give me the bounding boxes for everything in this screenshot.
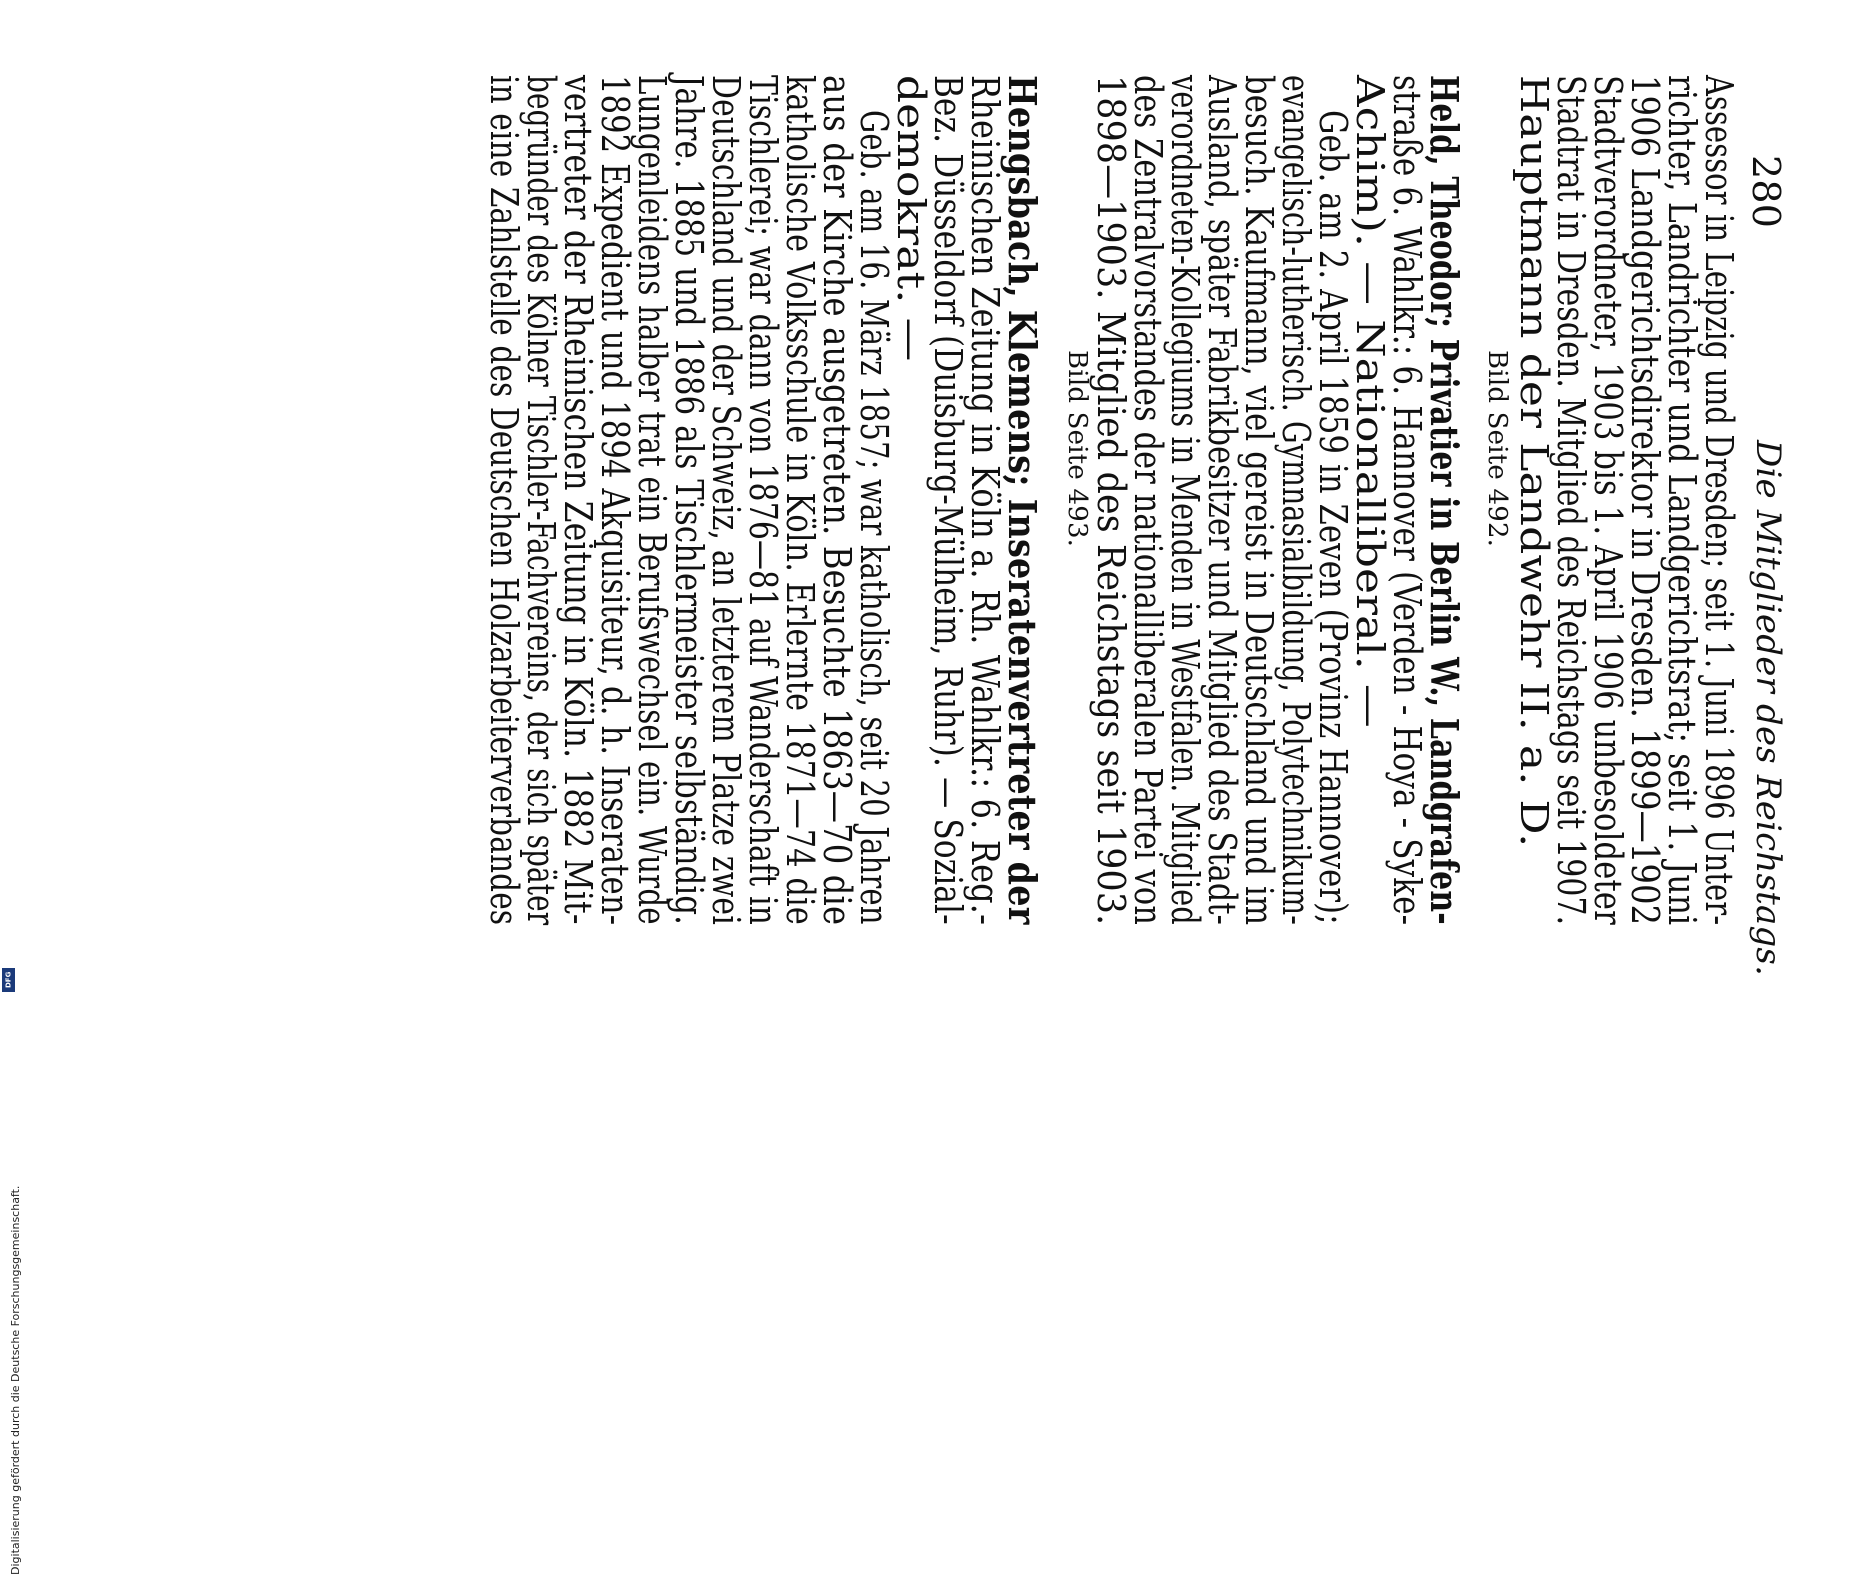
entry-3-line-4: demokrat. — <box>889 75 933 362</box>
entry-2-line-8: verordneten-Kollegiums in Menden in Westfalen. Mitglied <box>1163 75 1207 925</box>
entry-3-line-5: Geb. am 16. März 1857; war katholisch, seit 20 Jahren <box>852 110 896 925</box>
entry-2-line-5: evangelisch-lutherisch. Gymnasialbildung, Polytechnikum- <box>1274 75 1318 925</box>
page-number: 280 <box>1744 155 1788 229</box>
entry-1-line-2: richter, Landrichter und Landgerichtsrat; seit 1. Juni <box>1660 75 1704 926</box>
dfg-logo: DFG <box>2 968 15 992</box>
entry-2-line-3: Achim). — Nationalliberal. — <box>1348 75 1392 728</box>
entry-3-line-13: vertreter der Rheinischen Zeitung in Köln. 1882 Mit- <box>556 75 600 925</box>
entry-1-line-1: Assessor in Leipzig und Dresden; seit 1. Juni 1896 Unter- <box>1697 75 1741 926</box>
digitization-credit <box>0 600 22 1575</box>
entry-3-line-10: Jahre. 1885 und 1886 als Tischlermeister selbständig. <box>667 75 711 926</box>
entry-2-line-10: 1898—1903. Mitglied des Reichstags seit 1903. <box>1089 75 1133 926</box>
entry-2-line-7: Ausland, später Fabrikbesitzer und Mitglied des Stadt- <box>1200 75 1244 926</box>
entry-3-line-11: Lungenleidens halber trat ein Berufswechsel ein. Wurde <box>630 75 674 925</box>
entry-3-line-12: 1892 Expedient und 1894 Akquisiteur, d. h. Inseraten- <box>593 75 637 926</box>
entry-1-line-5: Stadtrat in Dresden. Mitglied des Reichstags seit 1907. <box>1549 75 1593 926</box>
entry-3-line-1: Hengsbach, Klemens; Inseratenvertreter der <box>1000 75 1045 925</box>
entry-2-line-1: Held, Theodor; Privatier in Berlin W., Landgrafen- <box>1422 75 1467 925</box>
entry-3-line-2: Rheinischen Zeitung in Köln a. Rh. Wahlkr.: 6. Reg.- <box>963 75 1007 926</box>
entry-1-line-4: Stadtverordneter, 1903 bis 1. April 1906 unbesoldeter <box>1586 75 1630 925</box>
entry-1-image-ref: Bild Seite 492. <box>1482 350 1512 548</box>
entry-3-line-8: Tischlerei; war dann von 1876—81 auf Wanderschaft in <box>741 75 785 926</box>
entry-3-line-14: begründer des Kölner Tischler-Fachvereins, der sich später <box>519 75 563 926</box>
entry-3-line-6: aus der Kirche ausgetreten. Besuchte 1863—70 die <box>815 75 859 926</box>
entry-3-line-7: katholische Volksschule in Köln. Erlernte 1871—74 die <box>778 75 822 925</box>
entry-1-line-3: 1906 Landgerichtsdirektor in Dresden. 1899—1902 <box>1623 75 1667 926</box>
entry-3-line-9: Deutschland und der Schweiz, an letzterem Platze zwei <box>704 75 748 925</box>
entry-3-line-3: Bez. Düsseldorf (Duisburg-Mülheim, Ruhr). — Sozial- <box>926 75 970 925</box>
running-head: Die Mitglieder des Reichstags. <box>1748 440 1788 977</box>
entry-2-line-2: straße 6. Wahlkr.: 6. Hannover (Verden - Hoya - Syke- <box>1385 75 1429 926</box>
funding-note: Digitalisierung gefördert durch die Deutsche Forschungsgemeinschaft. <box>9 1185 22 1575</box>
entry-1-line-6: Hauptmann der Landwehr II. a. D. <box>1512 75 1556 848</box>
entry-2-line-6: besuch. Kaufmann, viel gereist in Deutschland und im <box>1237 75 1281 926</box>
entry-3-line-15: in eine Zahlstelle des Deutschen Holzarbeiterverbandes <box>482 75 526 926</box>
entry-2-image-ref: Bild Seite 493. <box>1062 350 1092 548</box>
entry-2-line-9: des Zentralvorstandes der nationalliberalen Partei von <box>1126 75 1170 926</box>
entry-2-line-4: Geb. am 2. April 1859 in Zeven (Provinz Hannover); <box>1311 110 1355 925</box>
